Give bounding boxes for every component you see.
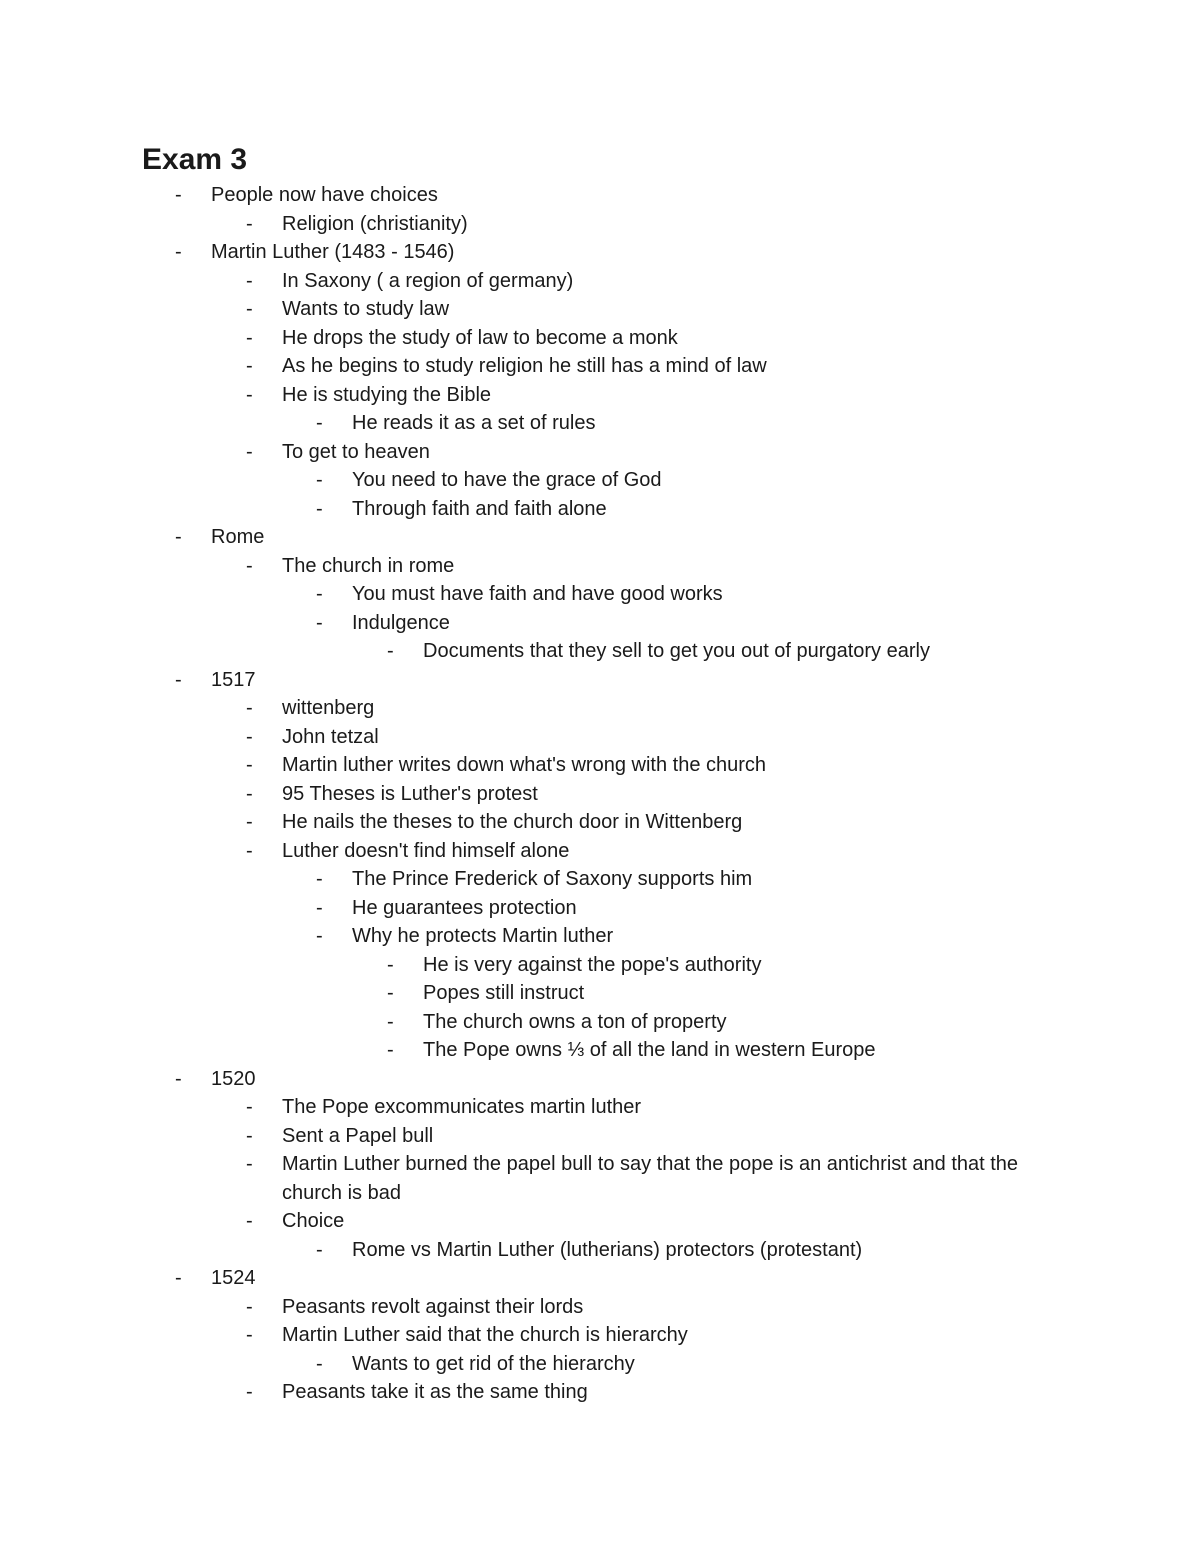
outline-item-text: Wants to study law	[282, 298, 450, 320]
outline-item-text: Rome	[211, 526, 265, 548]
bullet-dash: -	[246, 1124, 253, 1147]
outline-item-level-3	[0, 609, 1200, 638]
outline-item-text: 1517	[211, 668, 256, 691]
outline-item-text: He drops the study of law to become a monk	[282, 326, 678, 349]
outline-item-level-2	[0, 723, 1200, 752]
outline-item-level-2	[0, 552, 1200, 581]
outline-item-text: Luther doesn't find himself alone	[282, 839, 570, 862]
outline-item-text: Martin Luther said that the church is hierarchy	[282, 1324, 688, 1346]
outline-item-text: The Pope excommunicates martin luther	[282, 1096, 642, 1118]
outline-item-text: He is studying the Bible	[282, 383, 492, 406]
bullet-dash: -	[246, 725, 253, 748]
bullet-dash: -	[246, 1295, 253, 1318]
bullet-dash: -	[316, 1352, 323, 1375]
bullet-dash: -	[246, 440, 253, 463]
outline-item-text: The Pope owns ⅓ of all the land in western Europe	[423, 1039, 876, 1061]
bullet-dash: -	[246, 383, 253, 406]
bullet-dash: -	[246, 1210, 253, 1232]
outline-item-level-1	[0, 666, 1200, 695]
bullet-dash: -	[246, 782, 253, 805]
outline-item-text: Documents that they sell to get you out of purgatory early	[423, 640, 930, 662]
bullet-dash: -	[175, 241, 182, 263]
bullet-dash: -	[175, 668, 182, 691]
outline-item-text: 1524	[211, 1267, 256, 1289]
outline-item-text: He nails the theses to the church door in Wittenberg	[282, 811, 743, 833]
outline-item-level-4	[0, 1008, 1200, 1037]
outline-item-level-2	[0, 1321, 1200, 1350]
outline-item-text: 95 Theses is Luther's protest	[282, 782, 538, 805]
outline-item-level-4	[0, 637, 1200, 666]
outline-item-text: Religion (christianity)	[282, 212, 468, 235]
outline-item-text: You must have faith and have good works	[352, 583, 723, 605]
outline-item-level-2	[0, 1293, 1200, 1322]
outline-item-level-4	[0, 951, 1200, 980]
bullet-dash: -	[246, 1324, 253, 1346]
bullet-dash: -	[175, 526, 182, 548]
document-title: Exam 3	[142, 143, 248, 176]
outline-item-level-1	[0, 181, 1200, 210]
outline-item-text: John tetzal	[282, 725, 379, 748]
outline-item-level-2	[0, 1378, 1200, 1407]
outline-item-level-2	[0, 751, 1200, 780]
outline-item-level-2	[0, 1122, 1200, 1151]
bullet-dash: -	[316, 469, 323, 491]
outline-item-level-1	[0, 1264, 1200, 1293]
outline-item-level-2	[0, 808, 1200, 837]
bullet-dash: -	[246, 355, 253, 377]
outline-item-level-2	[0, 694, 1200, 723]
outline-item-text: Peasants revolt against their lords	[282, 1295, 584, 1318]
outline-item-level-4	[0, 1036, 1200, 1065]
outline-item-text: Sent a Papel bull	[282, 1124, 434, 1147]
bullet-dash: -	[246, 212, 253, 235]
bullet-dash: -	[246, 697, 253, 719]
outline-item-text: In Saxony ( a region of germany)	[282, 269, 574, 292]
outline-item-text: You need to have the grace of God	[352, 469, 662, 491]
outline-item-level-2	[0, 324, 1200, 353]
outline-item-text: The Prince Frederick of Saxony supports him	[352, 868, 753, 890]
outline-item-level-2	[0, 381, 1200, 410]
outline-item-text: Martin Luther (1483 - 1546)	[211, 241, 455, 263]
bullet-dash: -	[246, 1381, 253, 1403]
outline-item-level-2	[0, 295, 1200, 324]
outline-item-level-3	[0, 580, 1200, 609]
outline-item-level-4	[0, 979, 1200, 1008]
outline-item-level-3	[0, 495, 1200, 524]
outline-item-text: He guarantees protection	[352, 896, 577, 919]
outline-item-level-3	[0, 865, 1200, 894]
outline-item-level-2	[0, 352, 1200, 381]
outline-item-level-3	[0, 466, 1200, 495]
outline-item-text: Through faith and faith alone	[352, 497, 607, 520]
outline-item-text: Wants to get rid of the hierarchy	[352, 1352, 635, 1375]
outline-item-level-2	[0, 837, 1200, 866]
outline-item-text: wittenberg	[282, 697, 375, 719]
outline-item-text: Rome vs Martin Luther (lutherians) protectors (protestant)	[352, 1238, 863, 1261]
outline-item-text: He is very against the pope's authority	[423, 953, 762, 976]
bullet-dash: -	[175, 184, 182, 206]
outline-item-text: He reads it as a set of rules	[352, 412, 596, 434]
outline-item-text: Peasants take it as the same thing	[282, 1381, 588, 1403]
outline-item-level-2	[0, 1207, 1200, 1236]
bullet-dash: -	[387, 953, 394, 976]
outline-item-text: Martin luther writes down what's wrong with the church	[282, 754, 767, 776]
outline-item-level-3	[0, 409, 1200, 438]
outline-item-text: Popes still instruct	[423, 982, 585, 1004]
outline-item-level-1	[0, 523, 1200, 552]
outline-item-text: People now have choices	[211, 184, 438, 206]
bullet-dash: -	[387, 1010, 394, 1033]
bullet-dash: -	[316, 497, 323, 520]
bullet-dash: -	[316, 896, 323, 919]
outline-item-level-3	[0, 1350, 1200, 1379]
bullet-dash: -	[387, 1039, 394, 1061]
bullet-dash: -	[246, 269, 253, 292]
bullet-dash: -	[246, 554, 253, 577]
outline-item-text: Martin Luther burned the papel bull to say that the pope is an antichrist and that the church is bad	[282, 1153, 1019, 1204]
bullet-dash: -	[316, 412, 323, 434]
bullet-dash: -	[175, 1067, 182, 1090]
bullet-dash: -	[387, 982, 394, 1004]
outline-item-level-3	[0, 922, 1200, 951]
bullet-dash: -	[387, 640, 394, 662]
outline-item-level-2	[0, 780, 1200, 809]
bullet-dash: -	[316, 868, 323, 890]
bullet-dash: -	[246, 839, 253, 862]
outline-item-level-3	[0, 894, 1200, 923]
outline-item-level-3	[0, 1236, 1200, 1265]
bullet-dash: -	[316, 925, 323, 947]
outline-item-text: As he begins to study religion he still has a mind of law	[282, 355, 767, 377]
outline-item-text: To get to heaven	[282, 440, 430, 463]
outline-item-text: Indulgence	[352, 611, 450, 634]
outline-item-text: Choice	[282, 1210, 345, 1232]
bullet-dash: -	[246, 298, 253, 320]
outline-item-level-2	[0, 1150, 1200, 1207]
bullet-dash: -	[316, 1238, 323, 1261]
bullet-dash: -	[316, 611, 323, 634]
outline-item-text: The church in rome	[282, 554, 455, 577]
bullet-dash: -	[316, 583, 323, 605]
bullet-dash: -	[246, 754, 253, 776]
outline-item-level-1	[0, 1065, 1200, 1094]
notes-outline	[0, 181, 1200, 1407]
bullet-dash: -	[246, 326, 253, 349]
outline-item-level-2	[0, 267, 1200, 296]
outline-item-text: The church owns a ton of property	[423, 1010, 727, 1033]
outline-item-text: Why he protects Martin luther	[352, 925, 614, 947]
outline-item-text: 1520	[211, 1067, 256, 1090]
outline-item-level-1	[0, 238, 1200, 267]
bullet-dash: -	[246, 1096, 253, 1118]
outline-item-level-2	[0, 1093, 1200, 1122]
outline-item-level-2	[0, 438, 1200, 467]
bullet-dash: -	[246, 811, 253, 833]
bullet-dash: -	[175, 1267, 182, 1289]
bullet-dash: -	[246, 1153, 253, 1175]
outline-item-level-2	[0, 210, 1200, 239]
